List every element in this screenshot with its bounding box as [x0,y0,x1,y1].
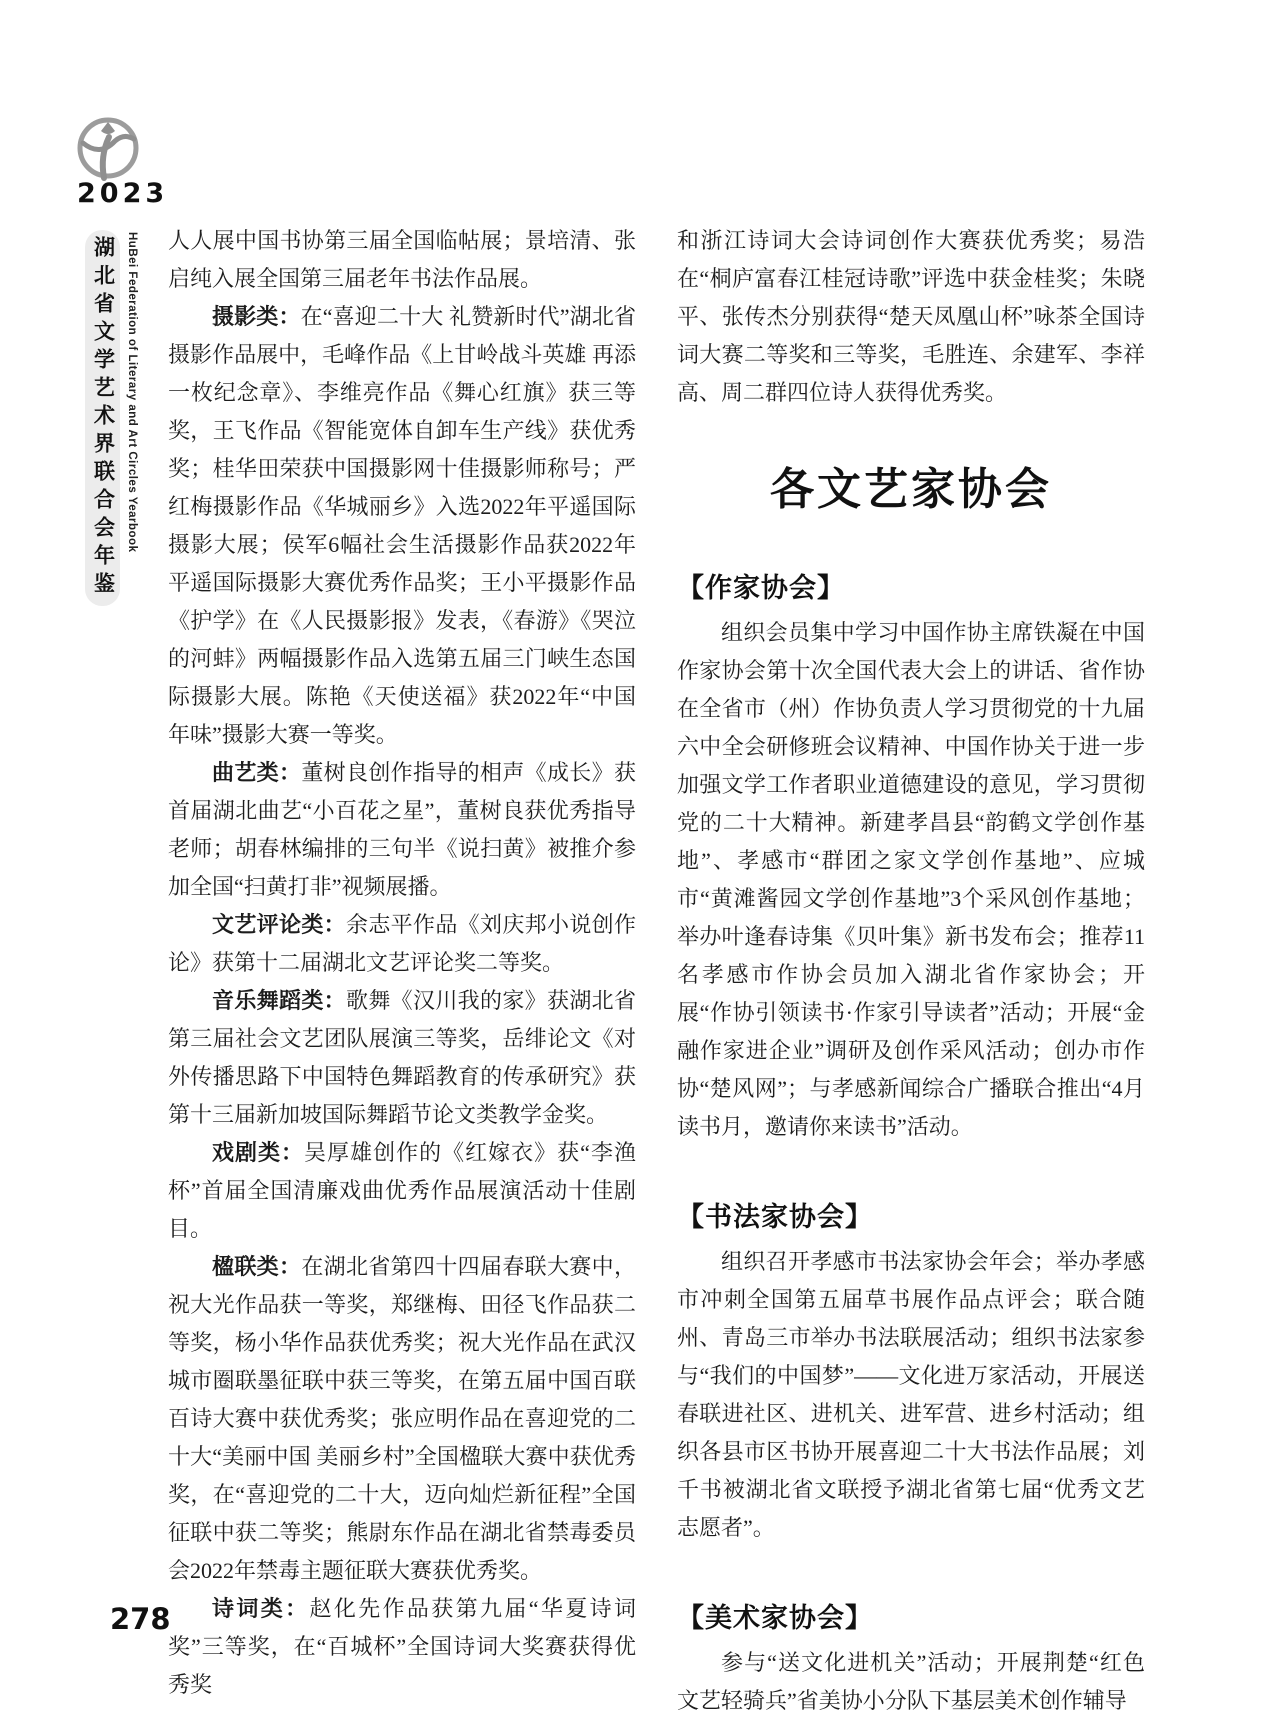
page-number: 278 [110,1602,171,1636]
category-label: 楹联类： [212,1254,302,1279]
association-section-writers [677,571,1145,1146]
category-label: 文艺评论类： [212,912,346,937]
body-text: 歌舞《汉川我的家》获湖北省第三届社会文艺团队展演三等奖，岳绯论文《对外传播思路下中国特色舞蹈教育的传承研究》获第十三届新加坡国际舞蹈节论文类教学金奖。 [168,988,636,1127]
federation-logo-icon [74,112,142,188]
association-body [677,614,1145,1146]
category-label: 音乐舞蹈类： [212,988,346,1013]
sidebar-title-en: HuBei Federation of Literary and Art Circles Yearbook [126,232,138,553]
body-text: 在“喜迎二十大 礼赞新时代”湖北省摄影作品展中，毛峰作品《上甘岭战斗英雄 再添一枚纪念章》、李维亮作品《舞心红旗》获三等奖，王飞作品《智能宽体自卸车生产线》获优秀奖；桂华田荣获中国摄影网十佳摄影师称号；严红梅摄影作品《华城丽乡》入选2022年平遥国际摄影大展；侯军6幅社会生活摄影作品获2022年平遥国际摄影大赛优秀作品奖；王小平摄影作品《护学》在《人民摄影报》发表，《春游》《哭泣的河蚌》两幅摄影作品入选第五届三门峡生态国际摄影大展。陈艳《天使送福》获2022年“中国年味”摄影大赛一等奖。 [168,304,636,747]
paragraph-drama [168,1134,636,1248]
paragraph-couplets [168,1248,636,1590]
association-section-calligraphers [677,1200,1145,1547]
body-text: 董树良创作指导的相声《成长》获首届湖北曲艺“小百花之星”，董树良获优秀指导老师；胡春林编排的三句半《说扫黄》被推介参加全国“扫黄打非”视频展播。 [168,760,636,899]
category-label: 诗词类： [212,1596,310,1621]
body-text: 参与“送文化进机关”活动；开展荆楚“红色文艺轻骑兵”省美协小分队下基层美术创作辅导 [677,1650,1145,1714]
association-body [677,1644,1145,1719]
category-label: 戏剧类： [212,1140,305,1165]
body-text: 赵化先作品获第九届“华夏诗词奖”三等奖，在“百城杯”全国诗词大奖赛获得优秀奖 [168,1596,636,1697]
association-heading: 【书法家协会】 [677,1202,873,1233]
body-text: 组织会员集中学习中国作协主席铁凝在中国作家协会第十次全国代表大会上的讲话、省作协在全省市（州）作协负责人学习贯彻党的十九届六中全会研修班会议精神、中国作协关于进一步加强文学工作者职业道德建设的意见，学习贯彻党的二十大精神。新建孝昌县“韵鹤文学创作基地”、孝感市“群团之家文学创作基地”、应城市“黄滩酱园文学创作基地”3个采风创作基地；举办叶逢春诗集《贝叶集》新书发布会；推荐11名孝感市作协会员加入湖北省作家协会；开展“作协引领读书·作家引导读者”活动；开展“金融作家进企业”调研及创作采风活动；创办市作协“楚风网”；与孝感新闻综合广播联合推出“4月读书月，邀请你来读书”活动。 [677,620,1145,1140]
sidebar-title-cn: 湖北省文学艺术界联合会年鉴 [91,236,115,600]
body-text: 在湖北省第四十四届春联大赛中，祝大光作品获一等奖，郑继梅、田径飞作品获二等奖，杨小华作品获优秀奖；祝大光作品在武汉城市圈联墨征联中获三等奖，在第五届中国百联百诗大赛中获优秀奖；张应明作品在喜迎党的二十大“美丽中国 美丽乡村”全国楹联大赛中获优秀奖，在“喜迎党的二十大，迈向灿烂新征程”全国征联中获二等奖；熊尉东作品在湖北省禁毒委员会2022年禁毒主题征联大赛获优秀奖。 [168,1254,636,1583]
paragraph-music-dance [168,982,636,1134]
section-title: 各文艺家协会 [770,465,1052,514]
category-label: 曲艺类： [212,760,302,785]
body-text: 组织召开孝感市书法家协会年会；举办孝感市冲刺全国第五届草书展作品点评会；联合随州、青岛三市举办书法联展活动；组织书法家参与“我们的中国梦”——文化进万家活动，开展送春联进社区、进机关、进军营、进乡村活动；组织各县市区书协开展喜迎二十大书法作品展；刘千书被湖北省文联授予湖北省第七届“优秀文艺志愿者”。 [677,1249,1145,1541]
paragraph-continuation [677,222,1145,412]
association-heading: 【作家协会】 [677,573,845,603]
paragraph-criticism [168,906,636,982]
body-text: 吴厚雄创作的《红嫁衣》获“李渔杯”首届全国清廉戏曲优秀作品展演活动十佳剧目。 [168,1140,636,1241]
right-column [677,222,1145,1719]
left-column [168,222,636,1704]
paragraph-photography [168,298,636,754]
paragraph-quyi [168,754,636,906]
body-text: 余志平作品《刘庆邦小说创作论》获第十二届湖北文艺评论奖二等奖。 [168,912,636,975]
paragraph-continuation [168,222,636,298]
paragraph-poetry [168,1590,636,1704]
association-body [677,1243,1145,1547]
category-label: 摄影类： [212,304,301,329]
body-text: 和浙江诗词大会诗词创作大赛获优秀奖；易浩在“桐庐富春江桂冠诗歌”评选中获金桂奖；朱晓平、张传杰分别获得“楚天凤凰山杯”咏茶全国诗词大赛二等奖和三等奖，毛胜连、余建军、李祥高、周二群四位诗人获得优秀奖。 [677,228,1145,405]
association-section-artists [677,1601,1145,1719]
sidebar-title-strip [85,230,120,606]
association-heading: 【美术家协会】 [677,1603,873,1634]
year-label: 2023 [77,178,169,209]
body-text: 人人展中国书协第三届全国临帖展；景培清、张启纯入展全国第三届老年书法作品展。 [168,228,636,291]
